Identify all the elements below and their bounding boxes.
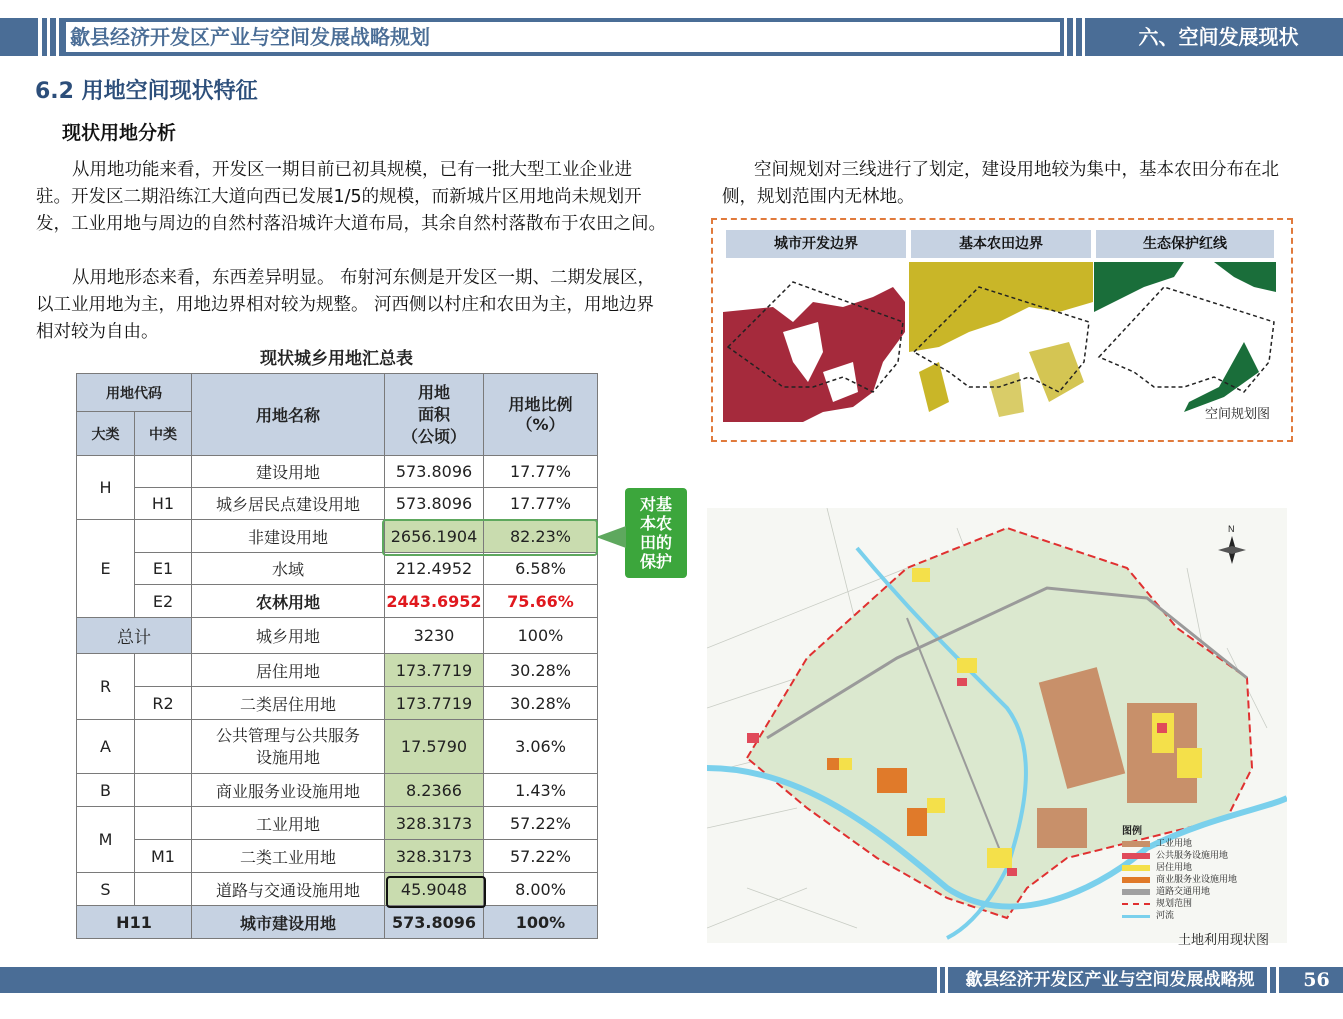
header-stripe	[38, 18, 42, 56]
table-row	[77, 654, 598, 687]
cell-major: R	[77, 654, 135, 720]
legend-label: 商业服务业设施用地	[1156, 875, 1238, 885]
table-row	[77, 873, 598, 906]
cell-name: 二类居住用地	[192, 687, 385, 720]
table-row	[77, 456, 598, 488]
table-row	[77, 687, 598, 720]
cell-minor: E1	[135, 553, 192, 585]
cell-major: M	[77, 807, 135, 873]
cell-name: 城市建设用地	[192, 906, 385, 939]
cell-name: 工业用地	[192, 807, 385, 840]
legend-item	[1122, 874, 1237, 886]
cell-area: 17.5790	[385, 720, 484, 774]
header-ratio: 用地比例 （%）	[484, 374, 598, 456]
cell-major: H	[77, 456, 135, 520]
cell-area: 328.3173	[385, 807, 484, 840]
urban-boundary-map	[723, 262, 905, 422]
footer-title: 歙县经济开发区产业与空间发展战略规划	[965, 970, 1255, 1016]
table-row	[77, 720, 598, 774]
legend-swatch	[1122, 841, 1150, 847]
header-code: 用地代码	[77, 374, 192, 412]
legend-label: 规划范围	[1156, 899, 1193, 909]
cell-area: 173.7719	[385, 687, 484, 720]
header-area: 用地 面积 （公顷）	[385, 374, 484, 456]
legend-label: 道路交通用地	[1156, 887, 1211, 897]
header-stripe	[56, 18, 59, 56]
paragraph-function: 从用地功能来看，开发区一期目前已初具规模，已有一批大型工业企业进驻。开发区二期沿练江大道向西已发展1/5的规模，而新城片区用地尚未规划开发，工业用地与周边的自然村落沿城许大道布局，其余自然村落散布于农田之间。	[36, 160, 666, 234]
page-number: 56	[1303, 969, 1330, 991]
paragraph-spatial: 空间规划对三线进行了划定，建设用地较为集中，基本农田分布在北侧，规划范围内无林地。	[722, 160, 1279, 207]
cell-major: B	[77, 774, 135, 807]
legend-item	[1122, 862, 1237, 874]
cell-area: 3230	[385, 618, 484, 654]
cell-area: 573.8096	[385, 456, 484, 488]
callout-arrow	[596, 526, 628, 548]
cell-ratio: 8.00%	[484, 873, 598, 906]
legend-swatch	[1122, 865, 1150, 871]
header-major: 大类	[77, 412, 135, 456]
legend-label: 工业用地	[1156, 839, 1193, 849]
table-row	[77, 553, 598, 585]
callout-text: 对基本农田的保护	[639, 495, 672, 571]
highlight-frame	[382, 519, 598, 556]
cell-ratio: 57.22%	[484, 840, 598, 873]
cell-ratio: 3.06%	[484, 720, 598, 774]
legend-label: 公共服务设施用地	[1156, 851, 1229, 861]
cell-major: 总计	[77, 618, 192, 654]
table-row	[77, 585, 598, 618]
header-title: 歙县经济开发区产业与空间发展战略规划	[66, 22, 1060, 52]
table-row	[77, 906, 598, 939]
land-use-table	[76, 373, 598, 939]
header-name: 用地名称	[192, 374, 385, 456]
legend-label: 河流	[1156, 911, 1175, 921]
header-stripe	[1082, 18, 1085, 56]
header-stripe	[47, 18, 50, 56]
cell-major: E	[77, 520, 135, 618]
ecological-redline-map	[1094, 262, 1276, 422]
cell-ratio: 100%	[484, 906, 598, 939]
legend-item	[1122, 838, 1237, 850]
legend-swatch	[1122, 877, 1150, 883]
cell-area: 573.8096	[385, 906, 484, 939]
cell-name: 非建设用地	[192, 520, 385, 553]
cell-name: 城乡居民点建设用地	[192, 488, 385, 520]
spatial-plan-caption: 空间规划图	[1205, 407, 1271, 422]
header-section: 六、空间发展现状	[1138, 25, 1299, 49]
legend-swatch	[1122, 903, 1150, 905]
panel-label-farmland: 基本农田边界	[911, 230, 1091, 258]
cell-name: 城乡用地	[192, 618, 385, 654]
cell-name: 商业服务业设施用地	[192, 774, 385, 807]
cell-area: 212.4952	[385, 553, 484, 585]
cell-ratio: 57.22%	[484, 807, 598, 840]
subtitle: 现状用地分析	[62, 122, 177, 144]
paragraph-form: 从用地形态来看，东西差异明显。 布射河东侧是开发区一期、二期发展区，以工业用地为主，用地边界相对较为规整。 河西侧以村庄和农田为主，用地边界相对较为自由。	[36, 268, 656, 342]
legend-swatch	[1122, 889, 1150, 895]
cell-name: 二类工业用地	[192, 840, 385, 873]
legend-item	[1122, 910, 1237, 922]
legend-label: 居住用地	[1156, 863, 1193, 873]
legend-swatch	[1122, 853, 1150, 859]
footer-stripe	[1276, 967, 1279, 993]
cell-ratio: 1.43%	[484, 774, 598, 807]
cell-major: A	[77, 720, 135, 774]
legend-swatch	[1122, 915, 1150, 918]
farmland-boundary-map	[909, 262, 1093, 422]
cell-ratio: 30.28%	[484, 654, 598, 687]
table-row	[77, 774, 598, 807]
footer-stripe	[937, 967, 940, 993]
cell-area: 2443.6952	[385, 585, 484, 618]
cell-area: 8.2366	[385, 774, 484, 807]
header-stripe	[1073, 18, 1076, 56]
cell-ratio: 100%	[484, 618, 598, 654]
cell-name: 居住用地	[192, 654, 385, 687]
legend-item	[1122, 886, 1237, 898]
cell-area: 173.7719	[385, 654, 484, 687]
panel-label-urban: 城市开发边界	[726, 230, 906, 258]
map-legend	[1122, 826, 1237, 922]
table-caption: 现状城乡用地汇总表	[260, 349, 413, 369]
cell-area: 2656.1904	[385, 520, 484, 553]
cell-major: S	[77, 873, 135, 906]
cell-minor: R2	[135, 687, 192, 720]
cell-minor: E2	[135, 585, 192, 618]
cell-ratio: 75.66%	[484, 585, 598, 618]
cell-area: 573.8096	[385, 488, 484, 520]
cell-name: 公共管理与公共服务设施用地	[192, 720, 385, 774]
footer-stripe	[1267, 967, 1270, 993]
legend-item	[1122, 850, 1237, 862]
legend-item	[1122, 898, 1237, 910]
cell-minor: M1	[135, 840, 192, 873]
table-row	[77, 840, 598, 873]
cell-name: 道路与交通设施用地	[192, 873, 385, 906]
table-row	[77, 807, 598, 840]
north-label: N	[1228, 524, 1235, 534]
cell-name: 建设用地	[192, 456, 385, 488]
cell-minor: H1	[135, 488, 192, 520]
cell-name: 水域	[192, 553, 385, 585]
legend-title: 图例	[1122, 826, 1142, 837]
table-row	[77, 488, 598, 520]
cell-ratio: 82.23%	[484, 520, 598, 553]
cell-area: 328.3173	[385, 840, 484, 873]
callout-farmland	[625, 488, 687, 578]
header-stripe	[1064, 18, 1067, 56]
cell-ratio: 6.58%	[484, 553, 598, 585]
footer-stripe	[945, 967, 948, 993]
cell-ratio: 30.28%	[484, 687, 598, 720]
cell-ratio: 17.77%	[484, 488, 598, 520]
header-minor: 中类	[135, 412, 192, 456]
cell-area: 45.9048	[385, 873, 484, 906]
highlight-frame	[386, 876, 486, 908]
cell-name: 农林用地	[192, 585, 385, 618]
table-row	[77, 618, 598, 654]
land-use-map-caption: 土地利用现状图	[1178, 933, 1270, 948]
cell-major: H11	[77, 906, 192, 939]
section-title: 6.2 用地空间现状特征	[35, 79, 258, 104]
panel-label-ecology: 生态保护红线	[1096, 230, 1274, 258]
cell-ratio: 17.77%	[484, 456, 598, 488]
